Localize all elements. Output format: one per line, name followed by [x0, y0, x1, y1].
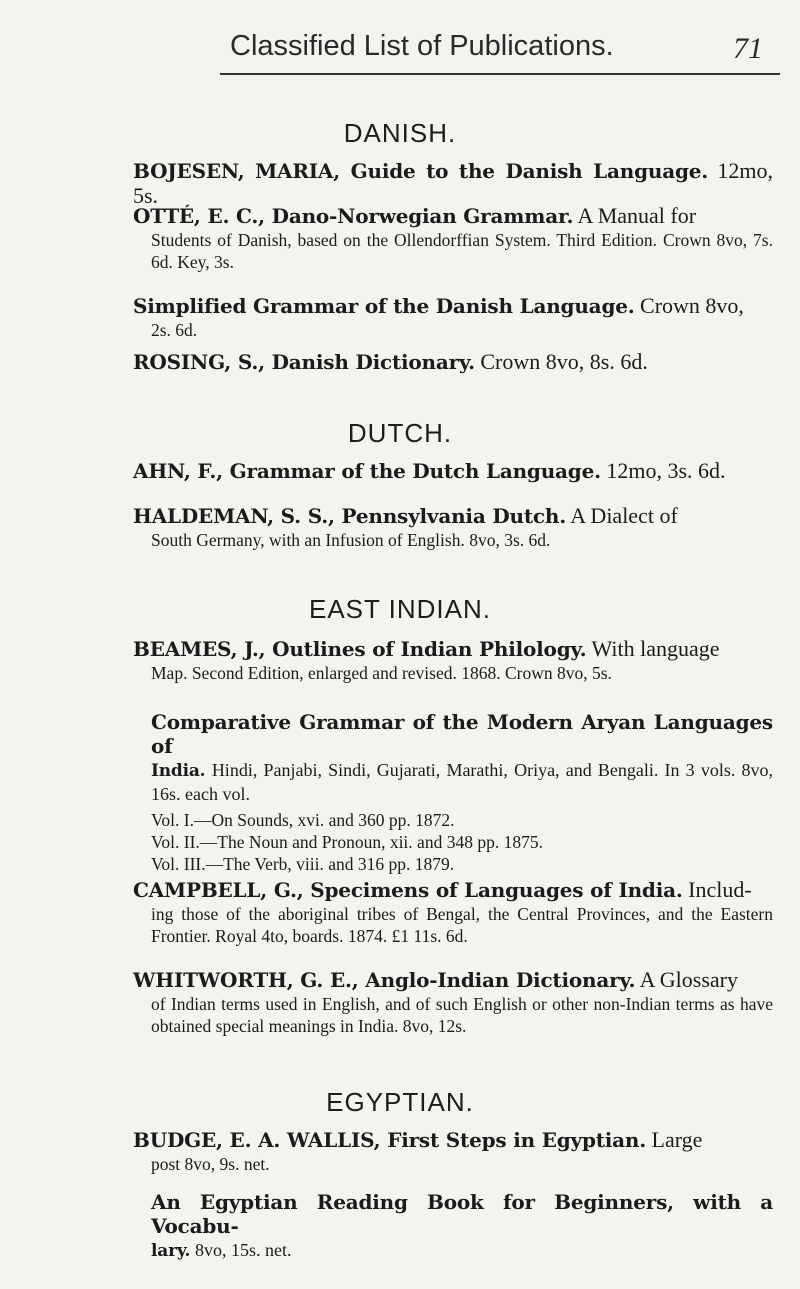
- entry-detail: Map. Second Edition, enlarged and revised. 1868. Crown 8vo, 5s.: [151, 663, 612, 683]
- entry-price: Crown 8vo, 8s. 6d.: [474, 349, 648, 374]
- entry-title: Comparative Grammar of the Modern Aryan Languages of: [151, 710, 773, 758]
- volume-item: Vol. I.—On Sounds, xvi. and 360 pp. 1872.: [151, 810, 455, 830]
- entry-title: BUDGE, E. A. WALLIS, First Steps in Egyptian.: [133, 1128, 647, 1152]
- entry-comparative-grammar: [151, 711, 773, 806]
- entry-title-cont: lary.: [151, 1241, 191, 1261]
- page-title: Classified List of Publications.: [230, 30, 614, 62]
- entry-simplified-grammar: [133, 294, 773, 341]
- entry-title: An Egyptian Reading Book for Beginners, with a Vocabu-: [151, 1190, 773, 1238]
- section-heading-egyptian: EGYPTIAN.: [326, 1087, 474, 1117]
- entry-title: BOJESEN, MARIA, Guide to the Danish Language.: [133, 159, 709, 183]
- entry-title: WHITWORTH, G. E., Anglo-Indian Dictionary.: [133, 968, 636, 992]
- entry-detail: post 8vo, 9s. net.: [151, 1154, 270, 1174]
- entry-title: CAMPBELL, G., Specimens of Languages of India.: [133, 878, 683, 902]
- entry-desc: A Manual for: [573, 203, 697, 228]
- entry-egyptian-reading-book: [151, 1191, 773, 1263]
- entry-title: ROSING, S., Danish Dictionary.: [133, 350, 475, 374]
- header-rule: [220, 73, 780, 75]
- entry-detail: of Indian terms used in English, and of such English or other non-Indian terms as have obtained special meanings in India. 8vo, 12s.: [151, 994, 773, 1036]
- entry-budge: [133, 1128, 773, 1175]
- entry-haldeman: [133, 504, 773, 551]
- entry-title: Simplified Grammar of the Danish Language.: [133, 294, 635, 318]
- entry-desc: A Glossary: [635, 967, 739, 992]
- entry-title: BEAMES, J., Outlines of Indian Philology.: [133, 637, 587, 661]
- entry-title-cont: India.: [151, 761, 206, 781]
- entry-price: 12mo, 5s.: [133, 158, 773, 208]
- entry-campbell: [133, 878, 773, 947]
- section-heading-danish: DANISH.: [343, 118, 457, 148]
- entry-price: 12mo, 3s. 6d.: [600, 458, 726, 483]
- entry-desc: Large: [646, 1127, 703, 1152]
- entry-desc: A Dialect of: [565, 503, 678, 528]
- page-number: 71: [733, 32, 763, 65]
- section-heading-dutch: DUTCH.: [347, 418, 453, 448]
- entry-whitworth: [133, 968, 773, 1037]
- entry-detail: ing those of the aboriginal tribes of Bengal, the Central Provinces, and the Eastern Frontier. Royal 4to, boards. 1874. £1 11s. 6d.: [151, 904, 773, 946]
- entry-desc: Includ-: [682, 877, 752, 902]
- entry-beames: [133, 637, 773, 684]
- entry-detail: Hindi, Panjabi, Sindi, Gujarati, Marathi, Oriya, and Bengali. In 3 vols. 8vo, 16s. each vol.: [151, 760, 774, 804]
- entry-detail: 8vo, 15s. net.: [195, 1240, 292, 1260]
- entry-desc: Crown 8vo,: [634, 293, 744, 318]
- entry-ahn: [133, 459, 773, 484]
- entry-desc: With language: [586, 636, 720, 661]
- volume-item: Vol. III.—The Verb, viii. and 316 pp. 1879.: [151, 854, 455, 874]
- entry-detail: 2s. 6d.: [151, 320, 198, 340]
- entry-title: OTTÉ, E. C., Dano-Norwegian Grammar.: [133, 204, 574, 228]
- entry-bojesen: [133, 159, 773, 209]
- running-head: [0, 30, 800, 70]
- entry-rosing: [133, 350, 773, 375]
- volume-item: Vol. II.—The Noun and Pronoun, xii. and 348 pp. 1875.: [151, 832, 543, 852]
- section-heading-east-indian: EAST INDIAN.: [308, 594, 491, 624]
- entry-title: HALDEMAN, S. S., Pennsylvania Dutch.: [133, 504, 566, 528]
- entry-detail: Students of Danish, based on the Ollendorffian System. Third Edition. Crown 8vo, 7s. 6d. Key, 3s.: [151, 230, 773, 272]
- entry-otte: [133, 204, 773, 273]
- volume-list: [151, 809, 771, 875]
- entry-detail: South Germany, with an Infusion of English. 8vo, 3s. 6d.: [151, 530, 551, 550]
- entry-title: AHN, F., Grammar of the Dutch Language.: [133, 459, 601, 483]
